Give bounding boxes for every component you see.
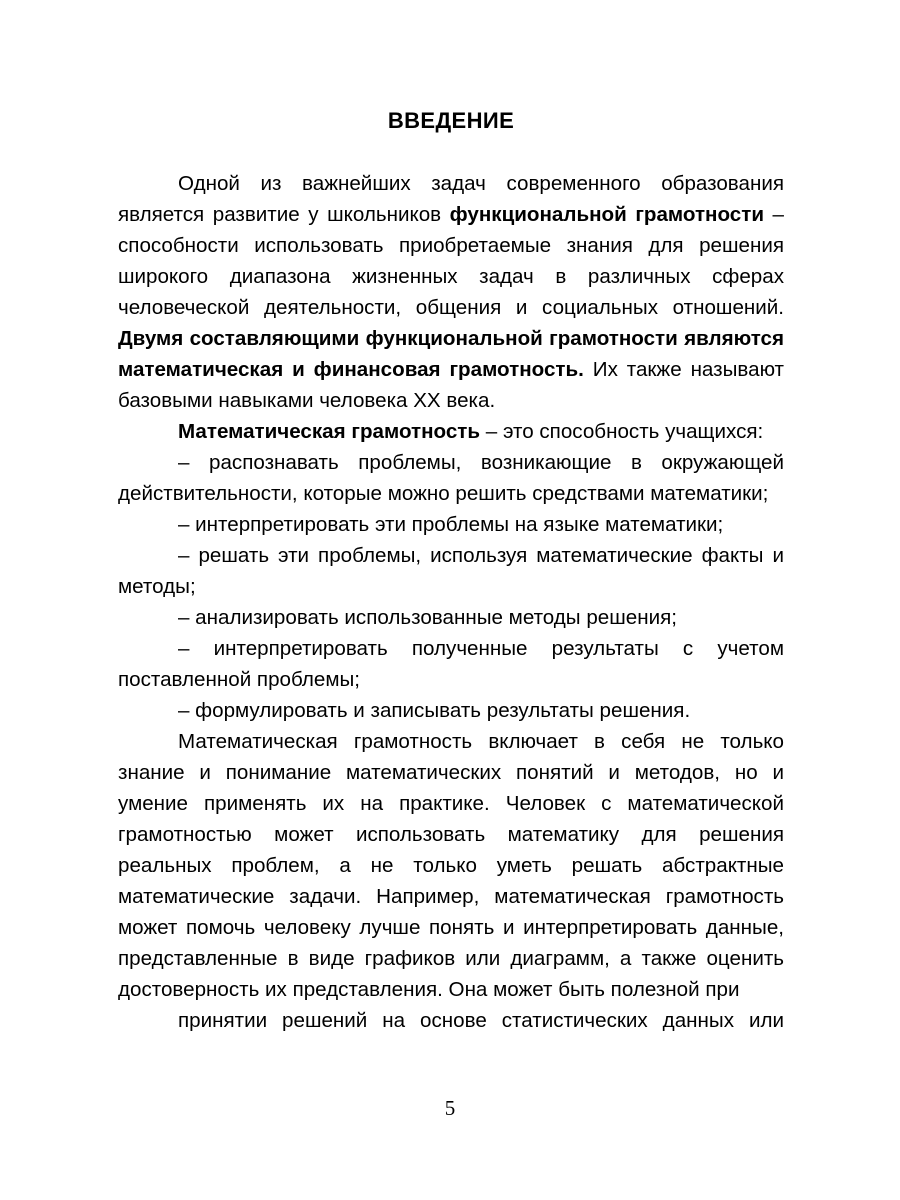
closing-run-1: Математическая грамотность включает в себя не только знание и понимание математических понятий и методов, но и умение применять их на практике. Человек с математической грамотностью может использовать математику для решения реальных проблем, а не только уметь решать абстрактные математические задачи. Например, математическая грамотность может помочь человеку лучше понять и интерпретировать данные, представленные в виде графиков или диаграмм, а также оценить достоверность их представления. Она может быть полезной при [118, 730, 784, 1001]
body-text-block [118, 168, 784, 1067]
list-item: – решать эти проблемы, используя математические факты и методы; [118, 544, 784, 598]
closing-last-line: принятии решений на основе статистических данных или [178, 1009, 784, 1032]
list-item: – формулировать и записывать результаты решения. [178, 699, 691, 722]
list-item: – интерпретировать эти проблемы на языке математики; [178, 513, 724, 536]
page-content [118, 108, 784, 1067]
list-item: – интерпретировать полученные результаты с учетом поставленной проблемы; [118, 637, 784, 691]
paragraph-closing [118, 726, 784, 1067]
page-title: ВВЕДЕНИЕ [387, 108, 515, 133]
intro-bold-two-components: Двумя составляющими функциональной грамотности являются математическая и финансовая грамотность. [118, 327, 784, 381]
intro-run-1: Одной из важнейших задач современного образования является развитие у школьников [118, 172, 784, 226]
intro-run-5: Их также называют базовыми навыками человека XX века. [118, 358, 784, 412]
math-literacy-bold-term: Математическая грамотность [178, 420, 481, 443]
page-number: 5 [444, 1096, 456, 1120]
list-item: – распознавать проблемы, возникающие в окружающей действительности, которые можно решить средствами математики; [118, 451, 784, 505]
paragraph-intro [118, 168, 784, 416]
math-literacy-lead-run-2: – это способность учащихся: [480, 420, 764, 443]
paragraph-math-literacy-lead [118, 416, 784, 447]
list-item: – анализировать использованные методы решения; [178, 606, 677, 629]
intro-bold-functional-literacy: функциональной грамотности [449, 203, 764, 226]
intro-run-3: – способности использовать приобретаемые знания для решения широкого диапазона жизненных задач в различных сферах человеческой деятельности, общения и социальных отношений. [118, 203, 784, 319]
